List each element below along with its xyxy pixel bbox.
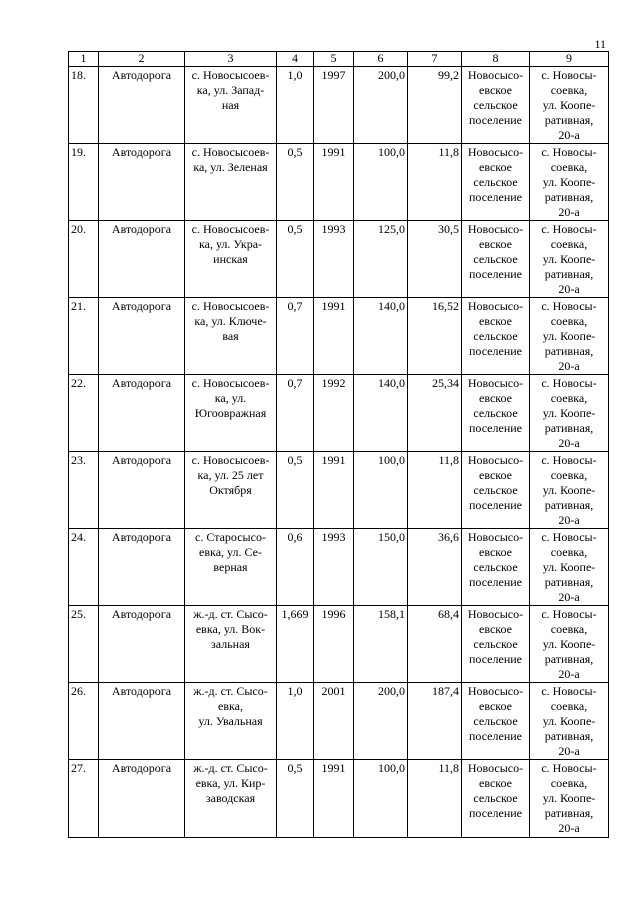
residual-value-cell: 11,8 [408, 452, 462, 529]
location-cell-line: ративная, [544, 267, 594, 281]
location-cell-line: ративная, [544, 421, 594, 435]
value-cell: 125,0 [354, 221, 408, 298]
owner-cell [462, 760, 530, 838]
owner-cell-line: евское [479, 160, 512, 174]
value-cell: 100,0 [354, 452, 408, 529]
location-cell-line: ративная, [544, 575, 594, 589]
owner-cell-line: поселение [468, 113, 522, 127]
owner-cell [462, 606, 530, 683]
year-cell: 1991 [314, 760, 354, 838]
header-row [69, 52, 609, 67]
residual-value-cell: 11,8 [408, 760, 462, 838]
row-number-cell: 26. [69, 683, 99, 760]
residual-value-cell: 68,4 [408, 606, 462, 683]
year-cell: 1991 [314, 144, 354, 221]
owner-cell [462, 144, 530, 221]
location-cell [530, 606, 609, 683]
location-cell [530, 221, 609, 298]
address-cell-line: ка, ул. Зеленая [193, 160, 268, 174]
year-cell: 1992 [314, 375, 354, 452]
address-cell-line: ж.-д. ст. Сысо- [193, 607, 268, 621]
value-cell: 200,0 [354, 683, 408, 760]
location-cell-line: с. Новосы- [541, 222, 597, 236]
location-cell-line: с. Новосы- [541, 453, 597, 467]
owner-cell-line: Новосысо- [467, 607, 524, 621]
column-header: 9 [530, 52, 609, 67]
residual-value-cell: 36,6 [408, 529, 462, 606]
length-cell: 0,6 [277, 529, 314, 606]
owner-cell-line: евское [479, 314, 512, 328]
location-cell-line: ул. Коопе- [542, 791, 596, 805]
table-row [69, 606, 609, 683]
length-cell: 1,669 [277, 606, 314, 683]
location-cell-line: соевка, [550, 83, 588, 97]
location-cell-line: соевка, [550, 468, 588, 482]
column-header: 5 [314, 52, 354, 67]
address-cell-line: ка, ул. Запад- [196, 83, 265, 97]
object-type-cell: Автодорога [99, 606, 185, 683]
length-cell: 0,5 [277, 760, 314, 838]
length-cell: 0,7 [277, 298, 314, 375]
address-cell-line: с. Новосысоев- [191, 145, 270, 159]
location-cell-line: ративная, [544, 652, 594, 666]
address-cell-line: с. Новосысоев- [191, 299, 270, 313]
owner-cell-line: сельское [473, 560, 518, 574]
table-row [69, 298, 609, 375]
location-cell-line: ративная, [544, 344, 594, 358]
location-cell-line: соевка, [550, 622, 588, 636]
year-cell: 1991 [314, 298, 354, 375]
owner-cell-line: евское [479, 699, 512, 713]
owner-cell-line: сельское [473, 483, 518, 497]
location-cell-line: ративная, [544, 729, 594, 743]
address-cell-line: Октября [209, 483, 252, 497]
owner-cell-line: Новосысо- [467, 145, 524, 159]
location-cell-line: с. Новосы- [541, 684, 597, 698]
value-cell: 140,0 [354, 298, 408, 375]
property-register-table [68, 51, 609, 838]
owner-cell-line: евское [479, 468, 512, 482]
table-row [69, 144, 609, 221]
owner-cell-line: поселение [468, 806, 522, 820]
location-cell-line: ул. Коопе- [542, 560, 596, 574]
row-number-cell: 20. [69, 221, 99, 298]
address-cell [185, 298, 277, 375]
location-cell-line: соевка, [550, 237, 588, 251]
table-row [69, 221, 609, 298]
address-cell [185, 452, 277, 529]
location-cell-line: соевка, [550, 699, 588, 713]
row-number-cell: 23. [69, 452, 99, 529]
owner-cell-line: евское [479, 545, 512, 559]
owner-cell-line: Новосысо- [467, 376, 524, 390]
object-type-cell: Автодорога [99, 529, 185, 606]
location-cell-line: с. Новосы- [541, 68, 597, 82]
owner-cell-line: поселение [468, 498, 522, 512]
address-cell-line: ж.-д. ст. Сысо- [193, 761, 268, 775]
owner-cell-line: сельское [473, 98, 518, 112]
owner-cell-line: поселение [468, 575, 522, 589]
owner-cell-line: евское [479, 776, 512, 790]
location-cell-line: 20-а [558, 821, 580, 835]
address-cell-line: евка, [218, 699, 243, 713]
address-cell [185, 375, 277, 452]
length-cell: 0,5 [277, 221, 314, 298]
owner-cell-line: сельское [473, 637, 518, 651]
object-type-cell: Автодорога [99, 375, 185, 452]
owner-cell-line: поселение [468, 344, 522, 358]
residual-value-cell: 187,4 [408, 683, 462, 760]
address-cell-line: ка, ул. Укра- [198, 237, 263, 251]
object-type-cell: Автодорога [99, 144, 185, 221]
owner-cell-line: Новосысо- [467, 761, 524, 775]
owner-cell-line: поселение [468, 652, 522, 666]
location-cell-line: 20-а [558, 436, 580, 450]
location-cell [530, 375, 609, 452]
residual-value-cell: 25,34 [408, 375, 462, 452]
value-cell: 200,0 [354, 67, 408, 144]
owner-cell [462, 529, 530, 606]
row-number-cell: 25. [69, 606, 99, 683]
owner-cell-line: Новосысо- [467, 299, 524, 313]
table-row [69, 529, 609, 606]
address-cell-line: евка, ул. Кир- [195, 776, 266, 790]
column-header: 2 [99, 52, 185, 67]
location-cell-line: с. Новосы- [541, 761, 597, 775]
column-header: 7 [408, 52, 462, 67]
location-cell-line: с. Новосы- [541, 376, 597, 390]
owner-cell-line: Новосысо- [467, 453, 524, 467]
column-header: 6 [354, 52, 408, 67]
value-cell: 100,0 [354, 144, 408, 221]
year-cell: 2001 [314, 683, 354, 760]
owner-cell-line: сельское [473, 406, 518, 420]
address-cell [185, 606, 277, 683]
owner-cell-line: евское [479, 83, 512, 97]
owner-cell [462, 67, 530, 144]
table-body [69, 67, 609, 838]
location-cell-line: соевка, [550, 314, 588, 328]
location-cell-line: 20-а [558, 359, 580, 373]
address-cell-line: зальная [211, 637, 250, 651]
address-cell-line: заводская [205, 791, 256, 805]
length-cell: 1,0 [277, 683, 314, 760]
location-cell-line: 20-а [558, 744, 580, 758]
address-cell [185, 529, 277, 606]
address-cell-line: ж.-д. ст. Сысо- [193, 684, 268, 698]
object-type-cell: Автодорога [99, 452, 185, 529]
location-cell-line: с. Новосы- [541, 299, 597, 313]
column-header: 8 [462, 52, 530, 67]
year-cell: 1993 [314, 221, 354, 298]
address-cell-line: с. Новосысоев- [191, 453, 270, 467]
year-cell: 1993 [314, 529, 354, 606]
owner-cell [462, 683, 530, 760]
table-row [69, 375, 609, 452]
location-cell-line: ул. Коопе- [542, 637, 596, 651]
column-header: 4 [277, 52, 314, 67]
address-cell-line: ка, ул. 25 лет [197, 468, 264, 482]
row-number-cell: 24. [69, 529, 99, 606]
address-cell-line: верная [213, 560, 248, 574]
address-cell-line: с. Новосысоев- [191, 222, 270, 236]
address-cell [185, 67, 277, 144]
owner-cell-line: поселение [468, 267, 522, 281]
address-cell [185, 221, 277, 298]
location-cell-line: 20-а [558, 667, 580, 681]
row-number-cell: 22. [69, 375, 99, 452]
owner-cell-line: поселение [468, 729, 522, 743]
residual-value-cell: 11,8 [408, 144, 462, 221]
owner-cell-line: евское [479, 622, 512, 636]
location-cell-line: 20-а [558, 128, 580, 142]
location-cell-line: с. Новосы- [541, 145, 597, 159]
location-cell [530, 529, 609, 606]
owner-cell-line: поселение [468, 421, 522, 435]
object-type-cell: Автодорога [99, 67, 185, 144]
location-cell-line: с. Новосы- [541, 530, 597, 544]
owner-cell-line: сельское [473, 791, 518, 805]
table-row [69, 683, 609, 760]
address-cell-line: ка, ул. [214, 391, 247, 405]
location-cell-line: ул. Коопе- [542, 483, 596, 497]
address-cell-line: ул. Увальная [198, 714, 263, 728]
location-cell [530, 144, 609, 221]
owner-cell-line: Новосысо- [467, 530, 524, 544]
location-cell-line: 20-а [558, 282, 580, 296]
year-cell: 1991 [314, 452, 354, 529]
owner-cell-line: Новосысо- [467, 68, 524, 82]
location-cell [530, 67, 609, 144]
location-cell-line: соевка, [550, 545, 588, 559]
page-number: 11 [594, 37, 606, 51]
location-cell [530, 298, 609, 375]
value-cell: 158,1 [354, 606, 408, 683]
location-cell [530, 452, 609, 529]
length-cell: 0,5 [277, 144, 314, 221]
owner-cell-line: Новосысо- [467, 684, 524, 698]
location-cell-line: ул. Коопе- [542, 175, 596, 189]
address-cell-line: с. Новосысоев- [191, 68, 270, 82]
column-header: 1 [69, 52, 99, 67]
location-cell [530, 683, 609, 760]
owner-cell-line: Новосысо- [467, 222, 524, 236]
address-cell-line: евка, ул. Се- [199, 545, 262, 559]
location-cell-line: ул. Коопе- [542, 98, 596, 112]
object-type-cell: Автодорога [99, 298, 185, 375]
address-cell-line: ка, ул. Ключе- [194, 314, 267, 328]
location-cell-line: ративная, [544, 113, 594, 127]
row-number-cell: 19. [69, 144, 99, 221]
value-cell: 100,0 [354, 760, 408, 838]
location-cell-line: ул. Коопе- [542, 406, 596, 420]
location-cell-line: ул. Коопе- [542, 329, 596, 343]
owner-cell-line: сельское [473, 252, 518, 266]
address-cell-line: с. Старосысо- [195, 530, 266, 544]
location-cell [530, 760, 609, 838]
row-number-cell: 27. [69, 760, 99, 838]
location-cell-line: ративная, [544, 190, 594, 204]
location-cell-line: ул. Коопе- [542, 252, 596, 266]
owner-cell-line: сельское [473, 714, 518, 728]
length-cell: 0,5 [277, 452, 314, 529]
location-cell-line: 20-а [558, 205, 580, 219]
owner-cell-line: поселение [468, 190, 522, 204]
address-cell-line: вая [222, 329, 239, 343]
location-cell-line: 20-а [558, 590, 580, 604]
location-cell-line: соевка, [550, 776, 588, 790]
residual-value-cell: 16,52 [408, 298, 462, 375]
address-cell [185, 144, 277, 221]
object-type-cell: Автодорога [99, 760, 185, 838]
address-cell-line: Югооврaжная [194, 406, 267, 420]
row-number-cell: 18. [69, 67, 99, 144]
address-cell-line: евка, ул. Вок- [195, 622, 266, 636]
length-cell: 0,7 [277, 375, 314, 452]
owner-cell [462, 452, 530, 529]
table-row [69, 67, 609, 144]
residual-value-cell: 99,2 [408, 67, 462, 144]
address-cell [185, 760, 277, 838]
object-type-cell: Автодорога [99, 221, 185, 298]
address-cell [185, 683, 277, 760]
year-cell: 1997 [314, 67, 354, 144]
row-number-cell: 21. [69, 298, 99, 375]
column-header: 3 [185, 52, 277, 67]
location-cell-line: ративная, [544, 806, 594, 820]
object-type-cell: Автодорога [99, 683, 185, 760]
owner-cell-line: сельское [473, 329, 518, 343]
value-cell: 150,0 [354, 529, 408, 606]
owner-cell [462, 221, 530, 298]
owner-cell-line: евское [479, 391, 512, 405]
owner-cell-line: сельское [473, 175, 518, 189]
address-cell-line: с. Новосысоев- [191, 376, 270, 390]
residual-value-cell: 30,5 [408, 221, 462, 298]
table-row [69, 452, 609, 529]
length-cell: 1,0 [277, 67, 314, 144]
location-cell-line: соевка, [550, 160, 588, 174]
location-cell-line: ул. Коопе- [542, 714, 596, 728]
location-cell-line: 20-а [558, 513, 580, 527]
year-cell: 1996 [314, 606, 354, 683]
owner-cell [462, 375, 530, 452]
value-cell: 140,0 [354, 375, 408, 452]
owner-cell [462, 298, 530, 375]
owner-cell-line: евское [479, 237, 512, 251]
address-cell-line: инская [213, 252, 248, 266]
location-cell-line: ративная, [544, 498, 594, 512]
table-row [69, 760, 609, 838]
location-cell-line: соевка, [550, 391, 588, 405]
address-cell-line: ная [221, 98, 240, 112]
location-cell-line: с. Новосы- [541, 607, 597, 621]
